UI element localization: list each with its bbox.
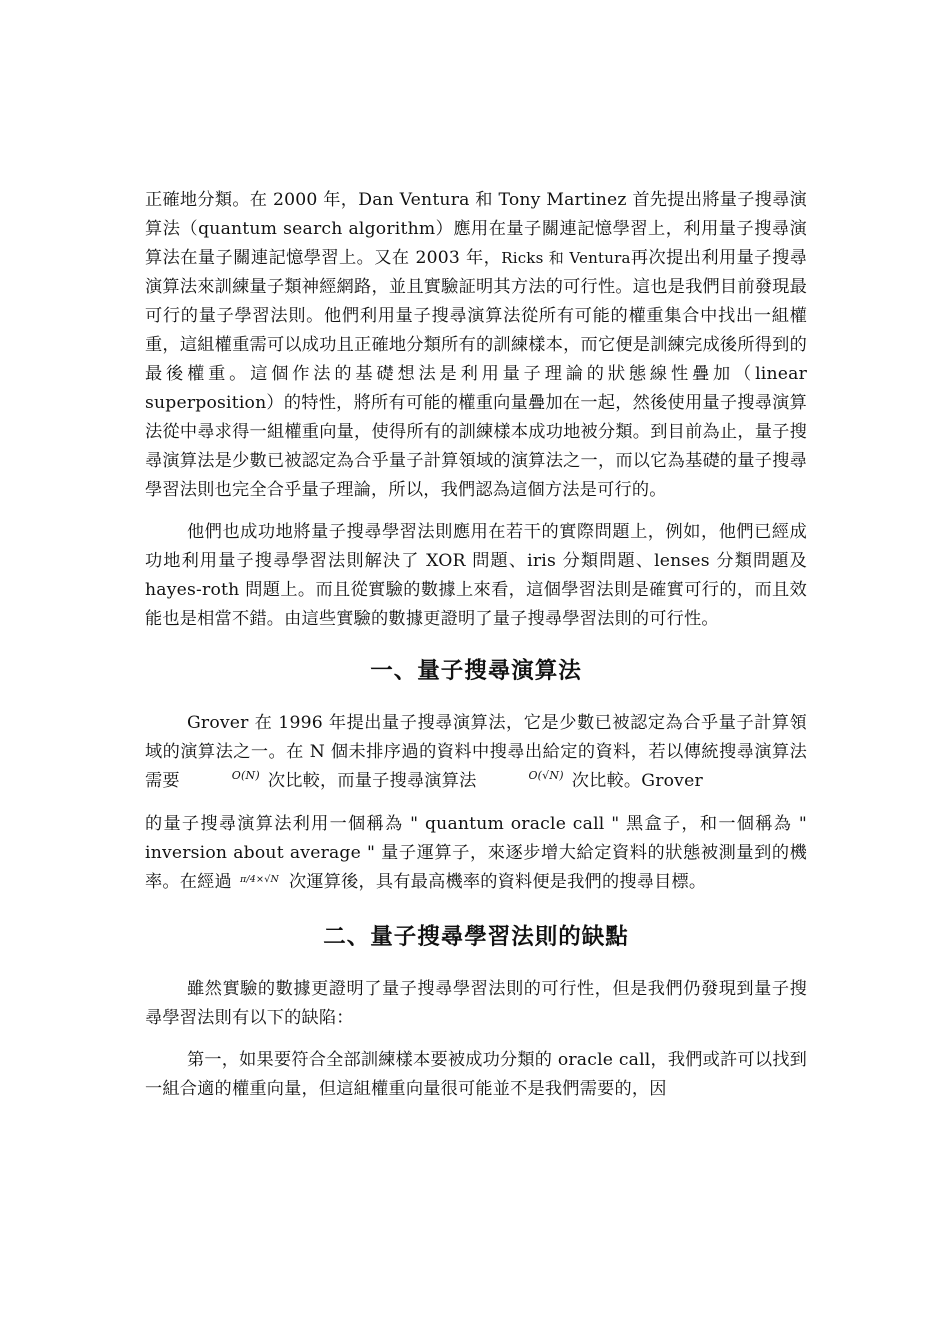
- grover-cont-text-b: 次運算後，具有最高機率的資料便是我們的搜尋目標。: [288, 872, 707, 892]
- section-heading-drawbacks: 二、量子搜尋學習法則的缺點: [323, 924, 629, 950]
- paragraph-first-drawback: 第一，如果要符合全部訓練樣本要被成功分類的 oracle call，我們或許可以找到一組合適的權重向量，但這組權重向量很可能並不是我們需要的，因: [145, 1050, 807, 1099]
- paragraph-intro-rest: 再次提出利用量子搜尋演算法來訓練量子類神經網路，並且實驗証明其方法的可行性。這也是我們目前發現最可行的量子學習法則。他們利用量子搜尋演算法從所有可能的權重集合中找出一組權重，這組權重需可以成功且正確地分類所有的訓練樣本，而它便是訓練完成後所得到的最後權重。這個作法的基礎想法是利用量子理論的狀態線性疊加（linear superposition）的特性，將所有可能的權重向量疊加在一起，然後使用量子搜尋演算法從中尋求得一組權重向量，使得所有的訓練樣本成功地被分類。到目前為止，量子搜尋演算法是少數已被認定為合乎量子計算領域的演算法之一，而以它為基礎的量子搜尋學習法則也完全合乎量子理論，所以，我們認為這個方法是可行的。: [145, 248, 807, 500]
- math-complexity-classical: O(N): [231, 769, 260, 782]
- math-iterations: π/4×√N: [239, 874, 279, 885]
- section-heading-grover: 一、量子搜尋演算法: [370, 658, 582, 684]
- math-complexity-quantum: O(√N): [528, 769, 564, 782]
- grover-text-a: Grover 在 1996 年提出量子搜尋演算法，它是少數已被認定為合乎量子計算領域的演算法之一。在 N 個未排序過的資料中搜尋出給定的資料，若以傳統搜尋演算法需要: [145, 713, 807, 791]
- paragraph-applications: 他們也成功地將量子搜尋學習法則應用在若干的實際問題上，例如，他們已經成功地利用量子搜尋學習法則解決了 XOR 問題、iris 分類問題、lenses 分類問題及 hayes-roth 問題上。而且從實驗的數據上來看，這個學習法則是確實可行的，而且效能也是相當不錯。由這些實驗的數據更證明了量子搜尋學習法則的可行性。: [145, 522, 807, 629]
- document-page: [145, 186, 807, 1104]
- paragraph-intro-text: 正確地分類。在 2000 年，Dan Ventura 和 Tony Martinez 首先提出將量子搜尋演算法（quantum search algorithm）應用在量子關連記憶學習上，利用量子搜尋演算法在量子關連記憶學習上。又在 2003 年，: [145, 190, 807, 268]
- paragraph-intro: [145, 186, 807, 505]
- paragraph-grover: [145, 709, 807, 797]
- paragraph-drawbacks: 雖然實驗的數據更證明了量子搜尋學習法則的可行性，但是我們仍發現到量子搜尋學習法則有以下的缺陷：: [145, 979, 807, 1028]
- grover-cont-text-a: 的量子搜尋演算法利用一個稱為 " quantum oracle call " 黑盒子，和一個稱為 " inversion about average " 量子運算子，來逐步增大給定資料的狀態被測量到的機率。在經過: [145, 814, 807, 892]
- grover-text-c: 次比較。Grover: [571, 771, 703, 791]
- paragraph-grover-cont: [145, 810, 807, 899]
- grover-text-b: 次比較，而量子搜尋演算法: [267, 771, 477, 791]
- authors-inline: Ricks 和 Ventura: [501, 249, 631, 267]
